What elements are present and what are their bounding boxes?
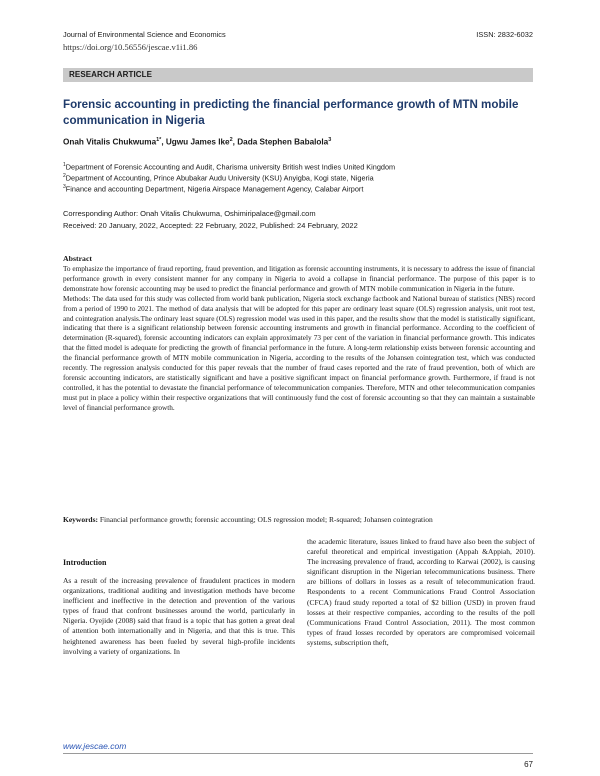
author-sup: 1* [156,137,162,143]
author-list: Onah Vitalis Chukwuma$^{1*}$, Ugwu James Ike$^2$, Dada Stephen Babalola$^3$ [63,137,332,147]
journal-name: Journal of Environmental Science and Economics [63,30,226,39]
article-type-label: RESEARCH ARTICLE [69,70,153,79]
journal-url-link[interactable]: www.jescae.com [63,741,127,751]
author-sup: 3 [328,137,332,143]
author-sup: 2 [229,137,233,143]
abstract-heading: Abstract [63,254,93,263]
affiliation-text: Department of Forensic Accounting and Audit, Charisma university British west Indies United Kingdom [65,162,396,172]
corresponding-author: Corresponding Author: Onah Vitalis Chukwuma, Oshimiripalace@gmail.com [63,209,316,218]
paper-title: Forensic accounting in predicting the financial performance growth of MTN mobile communication in Nigeria [63,98,519,127]
affiliation-sup: 2 [63,173,66,179]
abstract-methods-paragraph: Methods: The data used for this study was collected from world bank publication, Nigeria stock exchange factbook and National bureau of statistics (NBS) record from a period of 1990 to 2021. The method of data analysis that will be adopted for this paper are ordinary least square (OLS) regression analysis, unit root test, and cointegration analysis.The ordinary least square (OLS) regression model was used in this paper, and the results show that the model is statistically significant, indicating that there is a significant relationship between forensic accounting instruments and growth in financial performance. According to the coefficient of determination (R-squared), forensic accounting indicators can explain approximately 73 per cent of the variation in financial performance growth. This indicates that the fitted model is adequate for predicting the growth of financial performance in the future. A long-term relationship exists between forensic accounting and the financial performance growth of MTN mobile communication in Nigeria, according to the results of the Johansen cointegration test, which was conducted recently. The regression analysis conducted for this paper reveals that the number of fraud cases reported and the rate of fraud prevention, both of which are forensic accounting indicators, are statistically significant and have a positive significant impact on financial performance growth. Furthermore, if fraud is not controlled, it has the potential to devastate the financial performance of telecommunication companies. Therefore, MTN and other telecommunication companies must put in place a policy within their respective organizations that will continuously fund the cost of forensic accounting so that they can maintain a sustainable level of financial performance growth. [63,294,535,412]
keywords [63,515,535,525]
author-name: Ugwu James Ike [165,137,230,147]
intro-paragraph-continued: the academic literature, issues linked to fraud have also been the subject of careful theoretical and empirical investigation (Appah &Appiah, 2010). The increasing prevalence of fraud, according to Karwai (2002), is causing significant disruption in the Nigerian telecommunications business. There are billions of dollars in losses as a result of telecommunication fraud. Respondents to a recent Communications Fraud Control Association (CFCA) fraud study reported a total of $2 billion (USD) in proven fraud losses at their respective companies, according to the results of the poll (Communications Fraud Control Association, 2011). The most common types of fraud losses recorded by operators are compromised voicemail systems, subscription theft, [307,537,535,647]
author-name: Dada Stephen Babalola [237,137,329,147]
affiliation-sup: 1 [63,162,66,168]
author-name: Onah Vitalis Chukwuma [63,137,157,147]
page-number: 67 [524,760,533,769]
doi-link[interactable]: https://doi.org/10.56556/jescae.v1i1.86 [63,42,198,52]
body-column-left [63,576,295,657]
footer-divider [63,753,533,754]
keywords-label: Keywords: [63,515,98,524]
affiliation-sup: 3 [63,184,66,190]
affiliation-text: Department of Accounting, Prince Abubakar Audu University (KSU) Anyigba, Kogi state, Nigeria [65,173,374,183]
affiliation-3 [63,182,363,194]
body-column-right [307,537,535,648]
publication-dates: Received: 20 January, 2022, Accepted: 22 February, 2022, Published: 24 February, 2022 [63,221,358,230]
affiliation-text: Finance and accounting Department, Nigeria Airspace Management Agency, Calabar Airport [65,184,364,194]
abstract-paragraph: To emphasize the importance of fraud reporting, fraud prevention, and litigation as forensic accounting instruments, it is necessary to address the issue of financial performance growth in every consistent manner for any company in Nigeria to avoid a collapse in financial performance. The purpose of this paper is to demonstrate how forensic accounting may be used to predict the financial performance and growth of MTN mobile communication in Nigeria in the future. [63,265,535,293]
article-type-band [63,68,533,82]
intro-paragraph: As a result of the increasing prevalence of fraudulent practices in modern organizations, traditional auditing and investigation methods have become inefficient and ineffective in the detection and prevention of the various types of fraud that confront businesses around the world, particularly in Nigeria. Oyejide (2008) said that fraud is a topic that has gotten a great deal of attention both internationally and in Nigeria, and that this is true. This heightened awareness has been fueled by several high-profile incidents involving a variety of organizations. In [63,576,295,656]
abstract-body [63,265,535,414]
issn: ISSN: 2832-6032 [476,30,533,39]
keywords-text: Financial performance growth; forensic accounting; OLS regression model; R-squared; Johansen cointegration [99,515,433,524]
introduction-heading: Introduction [63,558,107,567]
